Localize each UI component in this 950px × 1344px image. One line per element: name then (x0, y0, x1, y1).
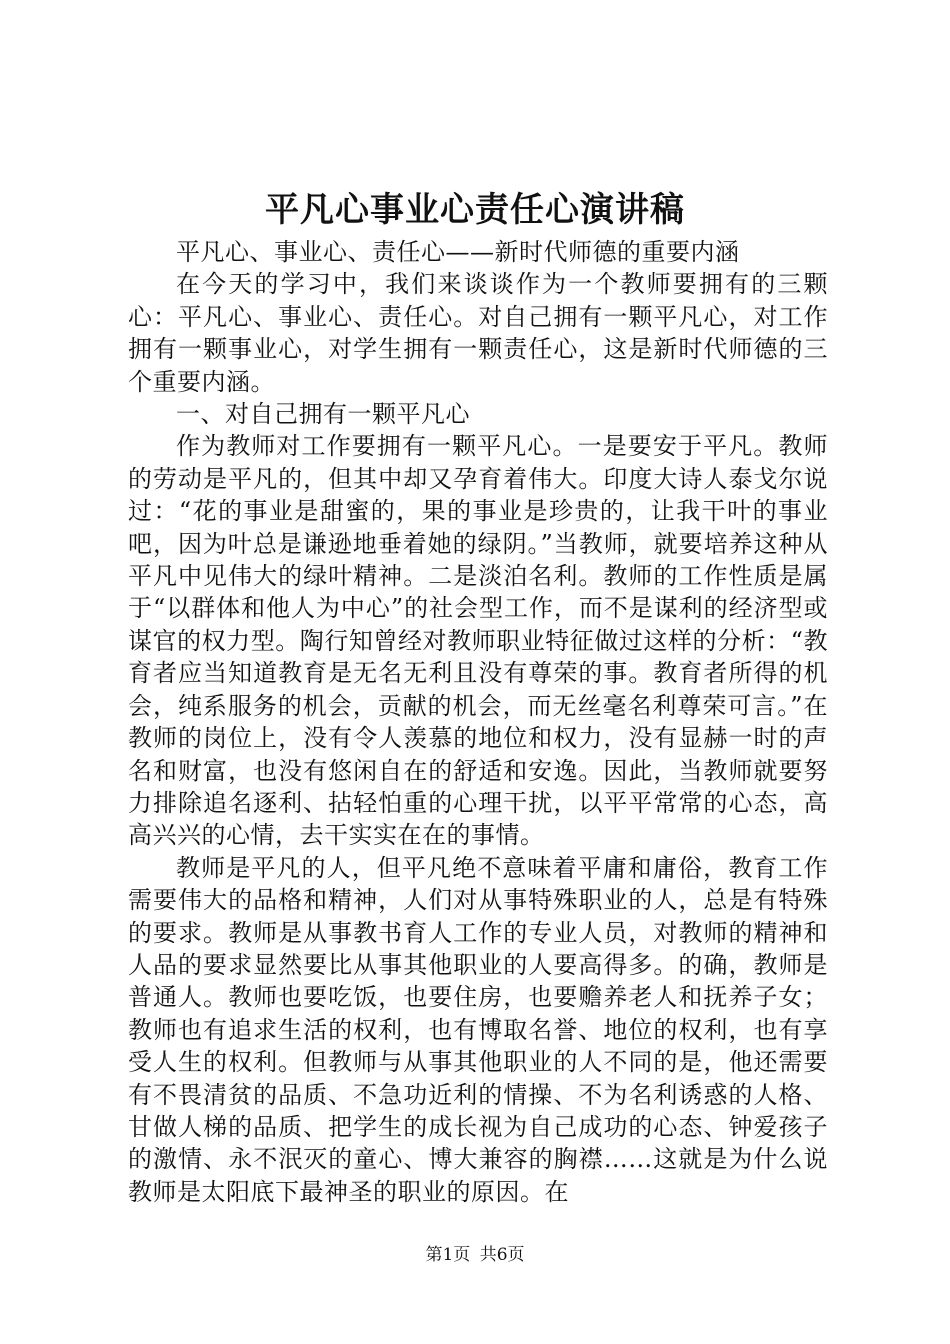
body-paragraph: 作为教师对工作要拥有一颗平凡心。一是要安于平凡。教师的劳动是平凡的，但其中却又孕育着伟大。印度大诗人泰戈尔说过：“花的事业是甜蜜的，果的事业是珍贵的，让我干叶的事业吧，因为叶总是谦逊地垂着她的绿阴。”当教师，就要培养这种从平凡中见伟大的绿叶精神。二是淡泊名利。教师的工作性质是属于“以群体和他人为中心”的社会型工作，而不是谋利的经济型或谋官的权力型。陶行知曾经对教师职业特征做过这样的分析：“教育者应当知道教育是无名无利且没有尊荣的事。教育者所得的机会，纯系服务的机会，贡献的机会，而无丝毫名利尊荣可言。”在教师的岗位上，没有令人羡慕的地位和权力，没有显赫一时的声名和财富，也没有悠闲自在的舒适和安逸。因此，当教师就要努力排除追名逐利、拈轻怕重的心理干扰，以平平常常的心态，高高兴兴的心情，去干实实在在的事情。 (128, 432, 828, 850)
subtitle-paragraph: 平凡心、事业心、责任心——新时代师德的重要内涵 (176, 238, 740, 266)
body-paragraph: 教师是平凡的人，但平凡绝不意味着平庸和庸俗，教育工作需要伟大的品格和精神，人们对从事特殊职业的人，总是有特殊的要求。教师是从事教书育人工作的专业人员，对教师的精神和人品的要求显然要比从事其他职业的人要高得多。的确，教师是普通人。教师也要吃饭，也要住房，也要赡养老人和抚养子女；教师也有追求生活的权利，也有博取名誉、地位的权利，也有享受人生的权利。但教师与从事其他职业的人不同的是，他还需要有不畏清贫的品质、不急功近利的情操、不为名利诱惑的人格、甘做人梯的品质、把学生的成长视为自己成功的心态、钟爱孩子的激情、永不泯灭的童心、博大兼容的胸襟……这就是为什么说教师是太阳底下最神圣的职业的原因。在 (128, 853, 828, 1206)
document-body (128, 236, 828, 1208)
intro-paragraph: 在今天的学习中，我们来谈谈作为一个教师要拥有的三颗心：平凡心、事业心、责任心。对自己拥有一颗平凡心，对工作拥有一颗事业心，对学生拥有一颗责任心，这是新时代师德的三个重要内涵。 (128, 270, 828, 396)
page-number-footer: 第1页 共6页 (425, 1245, 525, 1265)
document-title: 平凡心事业心责任心演讲稿 (265, 190, 685, 230)
section-heading: 一、对自己拥有一颗平凡心 (176, 400, 470, 429)
